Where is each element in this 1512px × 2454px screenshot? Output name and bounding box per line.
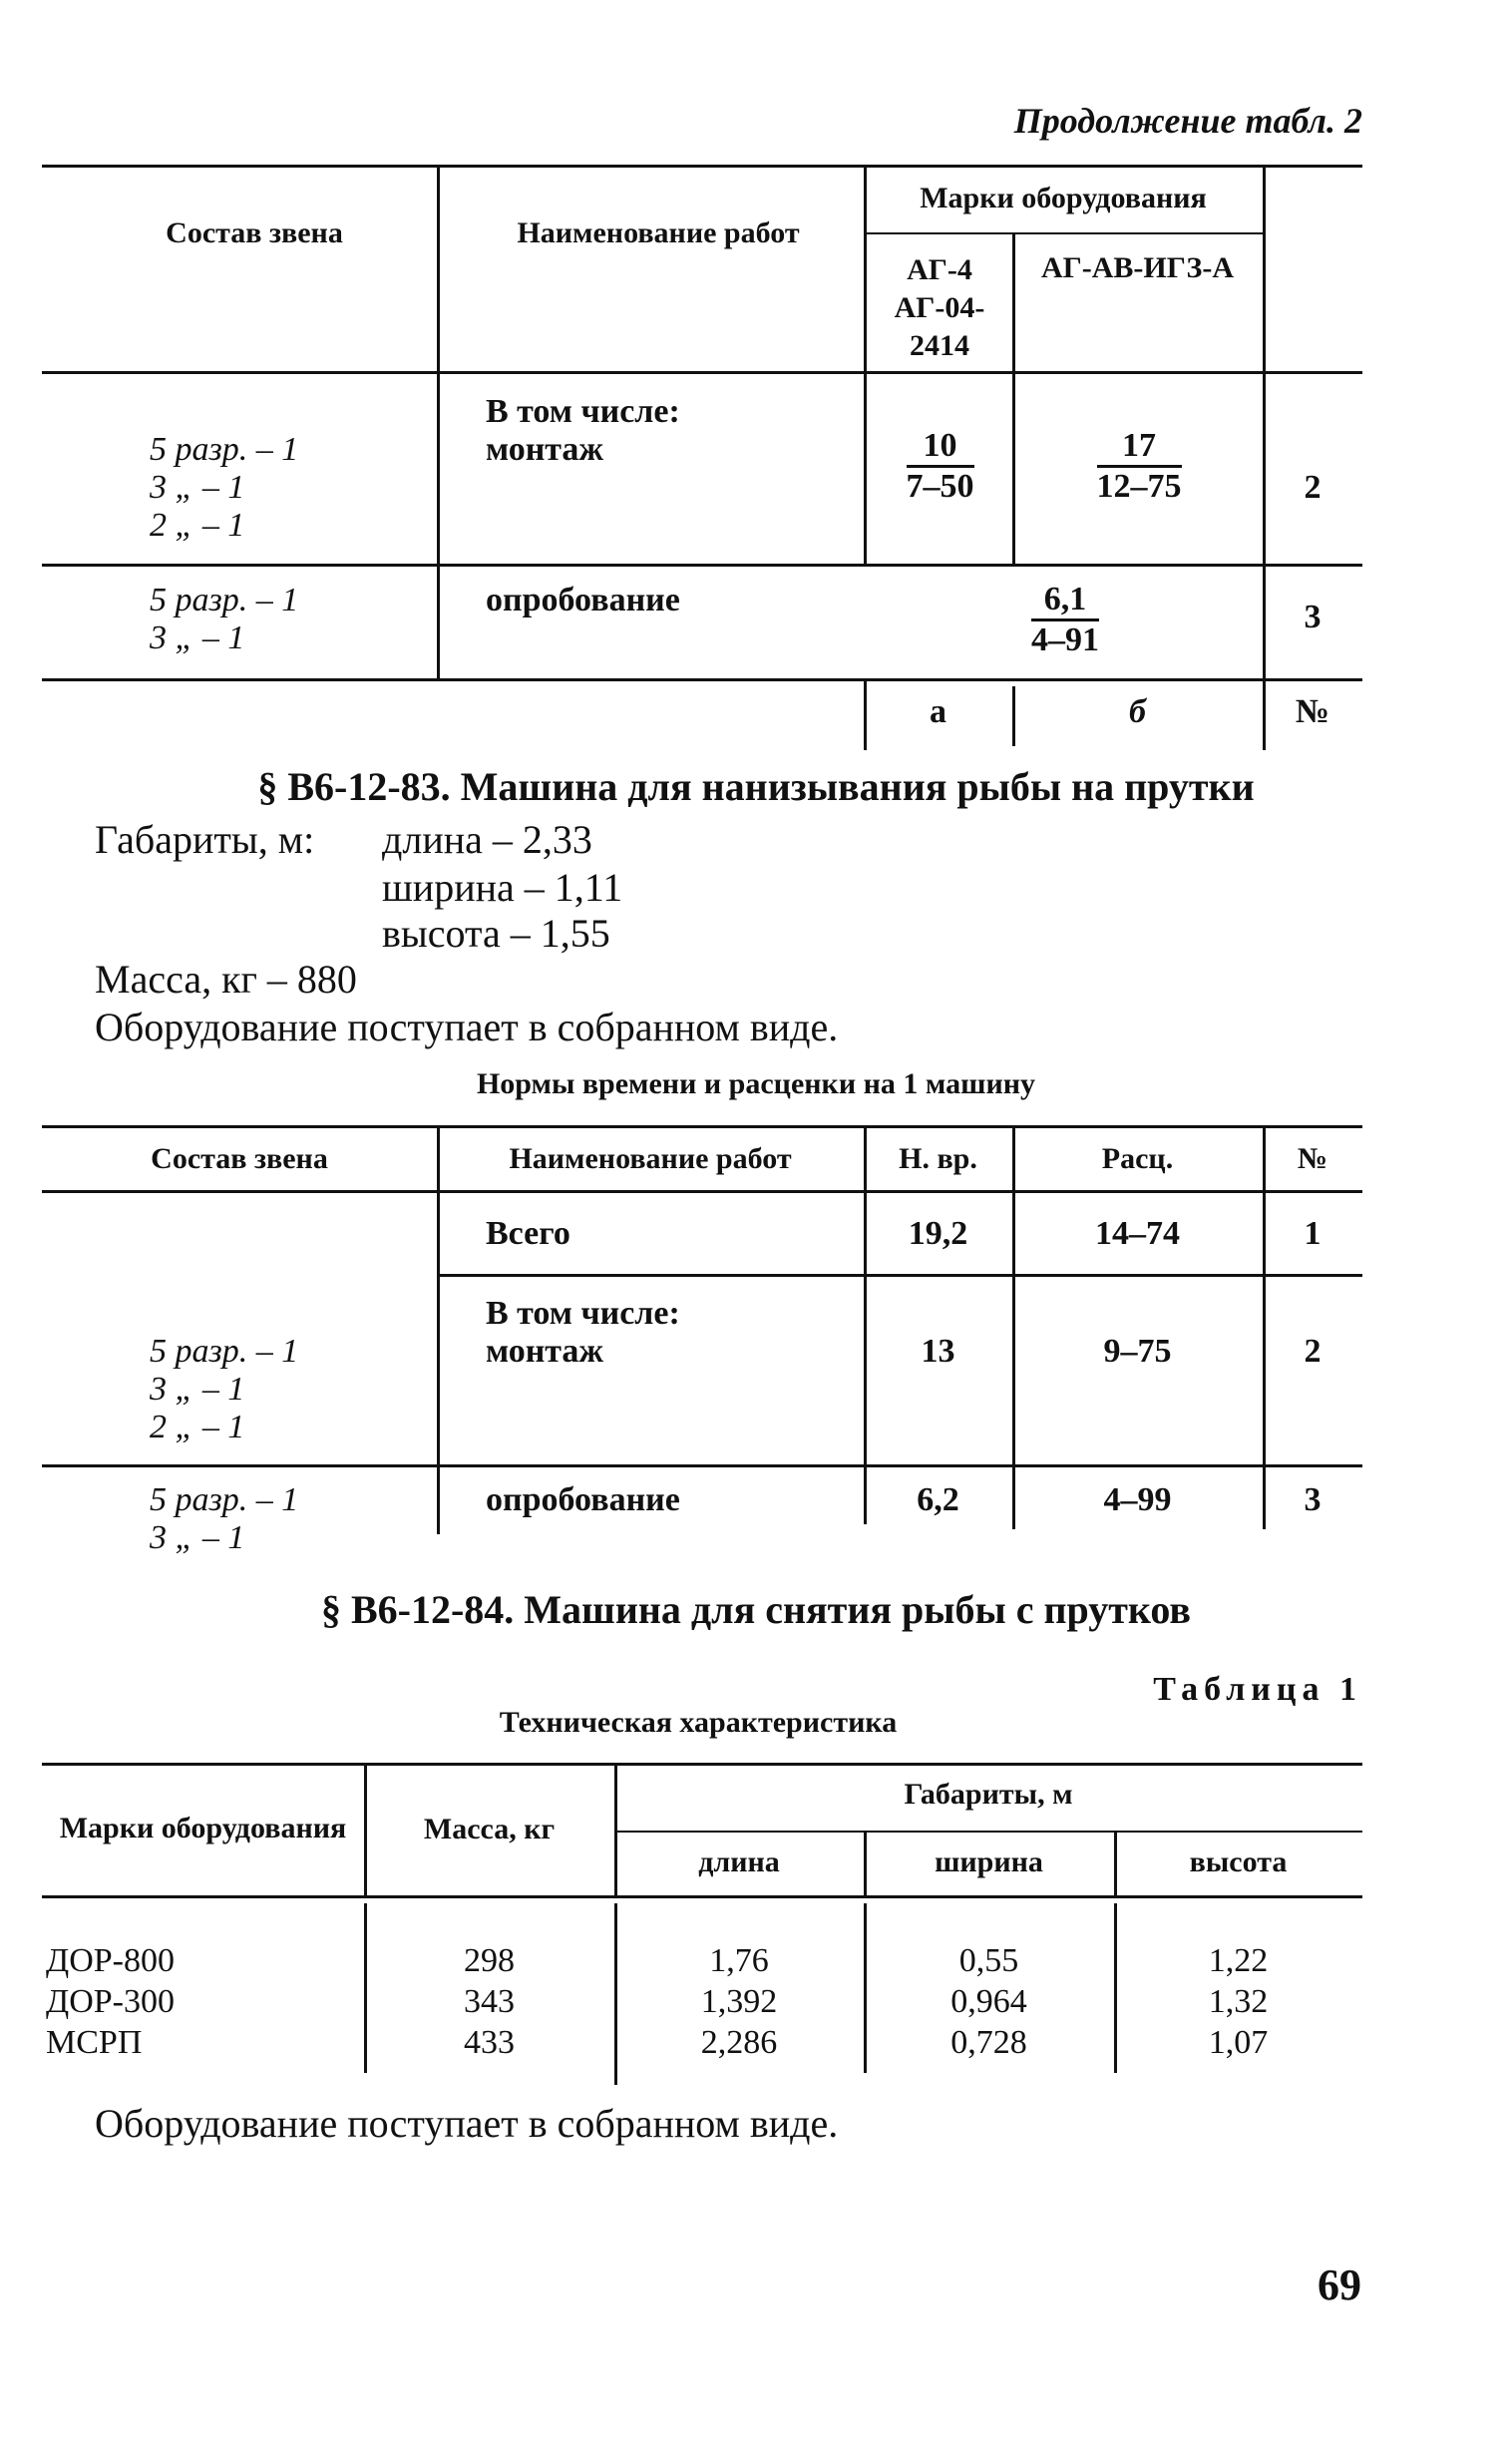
rate: 14–74 — [1095, 1215, 1180, 1252]
mass-cell: 343 — [464, 1983, 515, 2020]
dim-height: высота – 1,55 — [382, 911, 610, 956]
continuation-label: Продолжение табл. 2 — [1013, 101, 1362, 141]
col-header-height: высота — [1189, 1845, 1288, 1878]
col-header-m1: АГ-4 АГ-04-2414 — [894, 253, 985, 362]
work-name: опробование — [486, 582, 680, 618]
width-cell: 0,55 — [958, 1942, 1019, 1979]
col-header-width: ширина — [935, 1845, 1043, 1878]
rate-fraction-common: $\frac{6,1}{4-91}$ — [1031, 581, 1099, 658]
height-cell: 1,32 — [1208, 1983, 1269, 2020]
work-name: Всего — [486, 1215, 570, 1252]
crew-block: 5 разр. – 1 3 „ – 1 2 „ – 1 — [150, 1333, 299, 1445]
rate: 9–75 — [1103, 1333, 1172, 1370]
table-label: Таблица 1 — [1153, 1671, 1362, 1708]
col-header-mass: Масса, кг — [423, 1813, 556, 1845]
width-cell: 0,728 — [950, 2024, 1027, 2061]
section-title: § В6-12-84. Машина для снятия рыбы с прутков — [320, 1587, 1192, 1632]
length-cell: 1,76 — [709, 1942, 769, 1979]
col-header-no: № — [1297, 1142, 1328, 1175]
equipment-mark: ДОР-300 — [46, 1983, 175, 2020]
col-header-naim: Наименование работ — [509, 1142, 792, 1175]
col-header-sostav: Состав звена — [166, 216, 343, 249]
length-cell: 1,392 — [700, 1983, 778, 2020]
col-footer-no: № — [1295, 693, 1330, 730]
mass-cell: 433 — [464, 2024, 515, 2061]
assembly-note: Оборудование поступает в собранном виде. — [95, 1005, 839, 1049]
dim-length: длина – 2,33 — [382, 817, 592, 862]
row-number: 3 — [1304, 1481, 1322, 1518]
section-title: § В6-12-83. Машина для нанизывания рыбы на прутки — [257, 764, 1255, 809]
work-name: опробование — [486, 1481, 680, 1518]
mass-cell: 298 — [464, 1942, 515, 1979]
width-cell: 0,964 — [950, 1983, 1027, 2020]
norms-caption: Нормы времени и расценки на 1 машину — [476, 1067, 1036, 1100]
time-norm: 6,2 — [917, 1481, 959, 1518]
equipment-mark: ДОР-800 — [46, 1942, 175, 1979]
work-name: В том числе: монтаж — [486, 1295, 680, 1370]
col-header-gabarity: Габариты, м — [904, 1778, 1073, 1811]
crew-block: 5 разр. – 1 3 „ – 1 2 „ – 1 — [150, 431, 299, 544]
col-header-marki: Марки оборудования — [59, 1812, 347, 1844]
dim-width: ширина – 1,11 — [382, 865, 623, 910]
col-header-nvr: Н. вр. — [899, 1142, 977, 1175]
assembly-note: Оборудование поступает в собранном виде. — [95, 2101, 839, 2146]
table-subtitle: Техническая характеристика — [499, 1706, 898, 1739]
col-header-marki: Марки оборудования — [920, 182, 1207, 214]
col-header-rasc: Расц. — [1101, 1142, 1174, 1175]
col-header-length: длина — [698, 1845, 780, 1878]
rate: 4–99 — [1103, 1481, 1172, 1518]
crew-block: 5 разр. – 1 3 „ – 1 — [150, 582, 299, 656]
row-number: 1 — [1304, 1215, 1322, 1252]
mass-line: Масса, кг – 880 — [95, 957, 357, 1002]
crew-block: 5 разр. – 1 3 „ – 1 — [150, 1481, 299, 1556]
length-cell: 2,286 — [700, 2024, 778, 2061]
time-norm: 19,2 — [908, 1215, 968, 1252]
height-cell: 1,22 — [1208, 1942, 1269, 1979]
work-name: В том числе: монтаж — [486, 393, 680, 468]
col-footer-a: а — [930, 693, 946, 730]
col-header-m2: АГ-АВ-ИГЗ-А — [1040, 251, 1235, 284]
row-number: 2 — [1304, 1333, 1322, 1370]
row-number: 3 — [1304, 599, 1322, 635]
row-number: 2 — [1304, 469, 1322, 506]
col-header-naim: Наименование работ — [517, 216, 800, 249]
rate-fraction-m1: $\frac{10}{7-50}$ — [906, 427, 974, 505]
height-cell: 1,07 — [1208, 2024, 1269, 2061]
col-header-sostav: Состав звена — [151, 1142, 328, 1175]
page-number: 69 — [1318, 2260, 1361, 2309]
time-norm: 13 — [921, 1333, 955, 1370]
col-footer-b: б — [1129, 693, 1146, 730]
equipment-mark: МСРП — [46, 2024, 143, 2061]
rate-fraction-m2: $\frac{17}{12-75}$ — [1096, 427, 1182, 505]
dimensions-label: Габариты, м: — [95, 817, 315, 862]
